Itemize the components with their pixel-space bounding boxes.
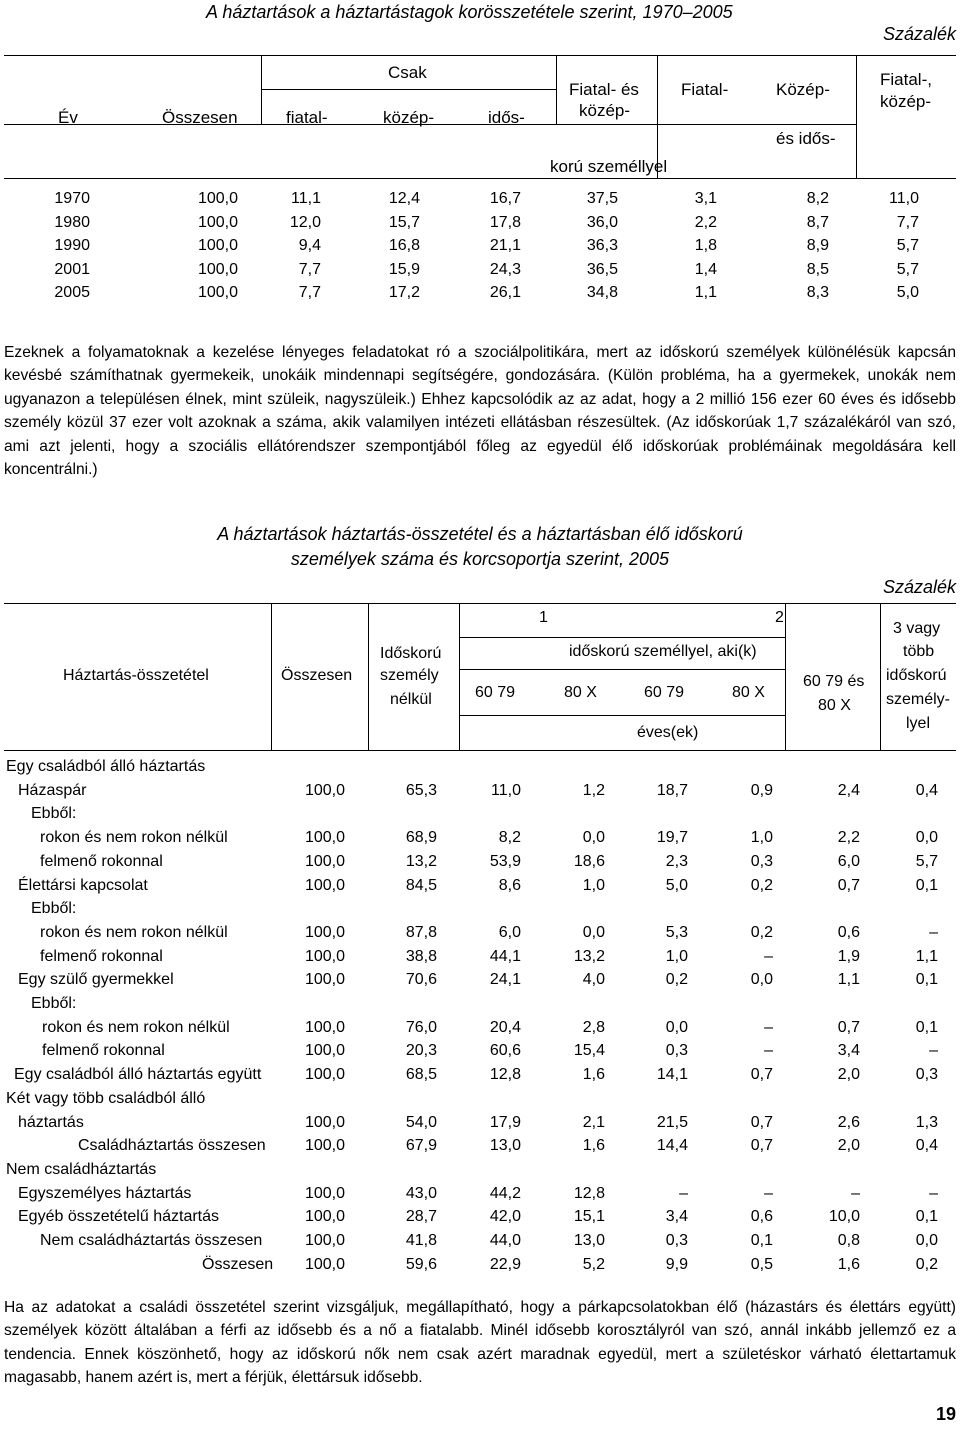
paragraph-1: Ezeknek a folyamatoknak a kezelése lényeges feladatokat ró a szociálpolitikára, mert az időskorú személyek különélésük kapcsán kevésbé számíthatnak gyermekeik, unokáik mindennapi segítségére, gondozására. (Külön probléma, ha a gyermekek, unokák nem ugyanazon a településen élnek, mint szüleik, nagyszüleik.) Ehhez kapcsolódik az az adat, hogy a 2 millió 156 ezer 60 éves és idősebb személy közül 37 ezer volt azoknak a száma, akik valamilyen intézeti ellátásban részesültek. (Az időskorúak 1,7 százalékáról van szó, ami azt jelenti, hogy a szociális ellátórendszer szempontjából főleg az egyedül élő időskorúak problémáinak megoldására kell koncentrálni.) [4, 344, 956, 479]
value-cell: 13,0 [489, 1137, 521, 1155]
row-label: felmenő rokonnal [40, 947, 163, 965]
value-cell: 100,0 [197, 237, 238, 255]
row-label: Nem családháztartás összesen [40, 1232, 263, 1249]
value-cell: 7,7 [298, 284, 321, 302]
value-cell: 1,1 [915, 947, 938, 965]
value-cell: 100,0 [304, 1208, 345, 1226]
header-60-79-es-2: 80 X [818, 697, 851, 714]
value-cell: 18,6 [573, 852, 605, 870]
value-cell: 1,6 [582, 1137, 605, 1155]
value-cell: 0,2 [750, 923, 773, 941]
value-cell: 26,1 [489, 284, 521, 302]
value-cell: 1,6 [837, 1255, 860, 1273]
value-cell: – [851, 1184, 860, 1202]
row-label: Családháztartás összesen [78, 1137, 266, 1155]
value-cell: 0,1 [915, 1208, 938, 1226]
value-cell: 24,1 [489, 971, 521, 989]
header-fiatal-es-kozep: Fiatal- és [569, 80, 639, 99]
value-cell: 16,8 [388, 237, 420, 255]
value-cell: 0,7 [837, 1018, 860, 1036]
table2-rule [459, 715, 785, 716]
header-csak: Csak [388, 63, 427, 82]
value-cell: 44,0 [489, 1232, 521, 1249]
value-cell: 8,9 [806, 237, 829, 255]
value-cell: 11,0 [491, 781, 521, 799]
value-cell: 2,0 [837, 1066, 860, 1084]
value-cell: 0,7 [837, 876, 860, 894]
value-cell: 13,2 [573, 947, 605, 965]
value-cell: 1,6 [582, 1066, 605, 1084]
value-cell: 2,2 [694, 213, 717, 231]
row-label: Két vagy több családból álló [6, 1089, 206, 1107]
value-cell: 0,6 [837, 923, 860, 941]
row-label: Házaspár [18, 781, 87, 799]
value-cell: 18,7 [656, 781, 688, 799]
table2-title-line1: A háztartások háztartás-összetétel és a háztartásban élő időskorú [217, 524, 743, 544]
value-cell: 100,0 [304, 947, 345, 965]
header-fiatal2: Fiatal- [681, 80, 729, 99]
value-cell: 0,3 [665, 1232, 688, 1249]
value-cell: 1,0 [750, 829, 773, 847]
value-cell: 12,8 [573, 1184, 605, 1202]
table1-unit: Százalék [882, 24, 956, 44]
value-cell: 19,7 [656, 829, 688, 847]
value-cell: 42,0 [489, 1208, 521, 1226]
value-cell: 100,0 [197, 213, 238, 231]
value-cell: 43,0 [405, 1184, 437, 1202]
value-cell: 16,7 [489, 190, 521, 207]
value-cell: 100,0 [304, 1042, 345, 1060]
value-cell: 0,1 [915, 971, 938, 989]
row-label: felmenő rokonnal [40, 852, 163, 870]
header-fiatal-es-kozep-2: közép- [579, 101, 631, 120]
value-cell: 5,0 [665, 876, 688, 894]
header-60-79-a: 60 79 [475, 684, 516, 701]
value-cell: 100,0 [304, 1255, 345, 1273]
value-cell: 34,8 [586, 284, 618, 302]
value-cell: 0,9 [750, 781, 773, 799]
header-harom-1: 3 vagy [893, 620, 941, 637]
value-cell: 0,3 [665, 1042, 688, 1060]
value-cell: 100,0 [304, 1066, 345, 1084]
value-cell: 8,3 [806, 284, 829, 302]
value-cell: 100,0 [304, 1137, 345, 1155]
value-cell: 0,3 [915, 1066, 938, 1084]
value-cell: 60,6 [489, 1042, 521, 1060]
table2-title-line2: személyek száma és korcsoportja szerint, 2005 [290, 549, 670, 569]
value-cell: 59,6 [405, 1255, 437, 1273]
header-harom-2: több [903, 643, 935, 660]
header-es-idos: és idős- [776, 129, 836, 148]
value-cell: 8,5 [806, 260, 829, 278]
value-cell: 100,0 [304, 1018, 345, 1036]
value-cell: 17,2 [388, 284, 420, 302]
value-cell: 2,6 [837, 1113, 860, 1131]
table2-divider [368, 603, 369, 750]
value-cell: 21,1 [489, 237, 521, 255]
value-cell: 1,4 [694, 260, 717, 278]
value-cell: 0,0 [582, 923, 605, 941]
header-ev: Év [58, 108, 78, 127]
value-cell: 100,0 [304, 1232, 345, 1249]
header-60-79-es: 60 79 és [803, 673, 865, 690]
header-kozep2: Közép- [776, 80, 830, 99]
value-cell: 100,0 [304, 781, 345, 799]
value-cell: 53,9 [489, 852, 521, 870]
value-cell: 10,0 [828, 1208, 860, 1226]
value-cell: 5,7 [915, 852, 938, 870]
value-cell: 14,1 [656, 1066, 688, 1084]
value-cell: – [764, 947, 773, 965]
value-cell: 5,3 [665, 923, 688, 941]
value-cell: – [764, 1018, 773, 1036]
table1-header-rule [4, 178, 956, 179]
value-cell: 100,0 [304, 923, 345, 941]
row-label: háztartás [18, 1113, 84, 1131]
value-cell: 0,5 [750, 1255, 773, 1273]
value-cell: 44,1 [489, 947, 521, 965]
row-label: Egy szülő gyermekkel [18, 971, 174, 989]
value-cell: 0,0 [750, 971, 773, 989]
table1-title: A háztartások a háztartástagok korösszetétele szerint, 1970–2005 [206, 2, 733, 22]
value-cell: 38,8 [405, 947, 437, 965]
value-cell: 0,7 [750, 1137, 773, 1155]
value-cell: 9,9 [665, 1255, 688, 1273]
value-cell: 17,9 [489, 1113, 521, 1131]
header-60-79-b: 60 79 [644, 684, 685, 701]
value-cell: 7,7 [298, 260, 321, 278]
value-cell: 2,0 [837, 1137, 860, 1155]
header-kozep: közép- [383, 108, 435, 127]
row-label: Egy családból álló háztartás együtt [14, 1066, 262, 1084]
table2-divider [459, 603, 460, 750]
value-cell: 0,4 [915, 781, 938, 799]
value-cell: 0,1 [915, 1018, 938, 1036]
row-label: Élettársi kapcsolat [18, 876, 148, 894]
value-cell: 8,2 [806, 190, 829, 207]
value-cell: 3,1 [694, 190, 717, 207]
table1-top-rule [4, 55, 956, 56]
header-idoskoru-3: nélkül [390, 691, 432, 708]
table2-divider [271, 603, 272, 750]
value-cell: 3,4 [665, 1208, 688, 1226]
value-cell: 28,7 [405, 1208, 437, 1226]
header-one: 1 [539, 609, 548, 626]
table1-rule [261, 89, 556, 90]
value-cell: 0,1 [750, 1232, 773, 1249]
row-label: rokon és nem rokon nélkül [40, 923, 228, 941]
value-cell: 0,0 [915, 829, 938, 847]
value-cell: 4,0 [582, 971, 605, 989]
value-cell: 8,6 [498, 876, 521, 894]
value-cell: 0,2 [665, 971, 688, 989]
value-cell: 9,4 [298, 237, 321, 255]
value-cell: 1,0 [582, 876, 605, 894]
value-cell: 100,0 [304, 971, 345, 989]
row-label: Nem családháztartás [6, 1160, 157, 1178]
table2-rule [459, 637, 785, 638]
value-cell: – [679, 1184, 688, 1202]
value-cell: 11,1 [291, 190, 321, 207]
value-cell: 0,2 [915, 1255, 938, 1273]
header-harom-3: időskorú [886, 667, 947, 684]
value-cell: 1,1 [837, 971, 860, 989]
value-cell: – [764, 1184, 773, 1202]
value-cell: 0,4 [915, 1137, 938, 1155]
value-cell: 54,0 [405, 1113, 437, 1131]
value-cell: 100,0 [304, 829, 345, 847]
value-cell: 100,0 [197, 190, 238, 207]
header-80-x-a: 80 X [564, 684, 597, 701]
table2-divider [785, 603, 786, 750]
value-cell: 0,7 [750, 1066, 773, 1084]
row-label: Ebből: [31, 900, 77, 918]
value-cell: – [929, 1184, 938, 1202]
value-cell: 0,3 [750, 852, 773, 870]
value-cell: 15,1 [573, 1208, 605, 1226]
header-osszesen: Összesen [162, 108, 238, 127]
value-cell: 5,7 [896, 260, 919, 278]
year-cell: 2005 [54, 284, 90, 302]
value-cell: 15,9 [388, 260, 420, 278]
value-cell: 5,0 [896, 284, 919, 302]
paragraph-2: Ha az adatokat a családi összetétel szerint vizsgáljuk, megállapítható, hogy a párkapcsolatokban élő (házastárs és élettárs együtt) személyek között általában a férfi az idősebb és a nő a fiatalabb. Minél idősebb korosztályról van szó, annál inkább jellemző ez a tendencia. Ennek köszönhető, hogy az időskorú nők nem csak azért maradnak egyedül, mert a születéskor várható élettartamuk magasabb, hanem azért is, mert a férjük, élettársuk idősebb. [4, 1299, 956, 1387]
value-cell: 36,0 [586, 213, 618, 231]
value-cell: 36,5 [586, 260, 618, 278]
value-cell: 0,0 [665, 1018, 688, 1036]
table2-header-rule [4, 750, 956, 751]
value-cell: 15,7 [388, 213, 420, 231]
value-cell: 24,3 [489, 260, 521, 278]
value-cell: 5,2 [582, 1255, 605, 1273]
value-cell: 2,8 [582, 1018, 605, 1036]
value-cell: 0,2 [750, 876, 773, 894]
value-cell: 1,3 [915, 1113, 938, 1131]
header-idoskoru-szemellyel: időskorú személlyel, aki(k) [569, 643, 757, 660]
value-cell: 100,0 [304, 876, 345, 894]
table2-top-rule [4, 603, 956, 604]
value-cell: 100,0 [197, 284, 238, 302]
value-cell: 1,1 [694, 284, 717, 302]
value-cell: 2,3 [665, 852, 688, 870]
table2-rule [459, 669, 785, 670]
value-cell: 41,8 [405, 1232, 437, 1249]
header-fiatal-kozep: Fiatal-, [880, 70, 932, 89]
value-cell: 44,2 [489, 1184, 521, 1202]
year-cell: 1970 [54, 190, 90, 207]
value-cell: 13,0 [573, 1232, 605, 1249]
value-cell: 3,4 [837, 1042, 860, 1060]
header-two: 2 [775, 609, 784, 626]
value-cell: 1,0 [665, 947, 688, 965]
header-fiatal: fiatal- [286, 108, 328, 127]
value-cell: 68,5 [405, 1066, 437, 1084]
value-cell: 5,7 [896, 237, 919, 255]
header-idoskoru-1: Időskorú [380, 645, 442, 662]
value-cell: 7,7 [896, 213, 919, 231]
value-cell: 6,0 [837, 852, 860, 870]
year-cell: 1980 [54, 213, 90, 231]
value-cell: 100,0 [197, 260, 238, 278]
value-cell: 0,0 [915, 1232, 938, 1249]
value-cell: 68,9 [405, 829, 437, 847]
value-cell: – [929, 1042, 938, 1060]
value-cell: 11,0 [889, 190, 919, 207]
value-cell: 6,0 [498, 923, 521, 941]
value-cell: 36,3 [586, 237, 618, 255]
row-label: rokon és nem rokon nélkül [42, 1018, 230, 1036]
header-harom-4: személy- [886, 691, 951, 708]
year-cell: 2001 [54, 260, 90, 278]
header-harom-5: lyel [906, 715, 931, 732]
value-cell: 2,2 [837, 829, 860, 847]
row-label: felmenő rokonnal [42, 1042, 165, 1060]
value-cell: 17,8 [489, 213, 521, 231]
value-cell: 0,7 [750, 1113, 773, 1131]
header-idos: idős- [488, 108, 525, 127]
header-80-x-b: 80 X [732, 684, 765, 701]
value-cell: 2,1 [582, 1113, 605, 1131]
header-eves: éves(ek) [637, 724, 699, 741]
header-koru-szemellyel: korú személlyel [550, 157, 668, 176]
value-cell: 8,2 [498, 829, 521, 847]
value-cell: 70,6 [405, 971, 437, 989]
value-cell: 13,2 [405, 852, 437, 870]
value-cell: 20,3 [405, 1042, 437, 1060]
value-cell: – [764, 1042, 773, 1060]
value-cell: 14,4 [656, 1137, 688, 1155]
table2-unit: Százalék [882, 577, 956, 597]
value-cell: 100,0 [304, 852, 345, 870]
value-cell: 20,4 [489, 1018, 521, 1036]
value-cell: 22,9 [489, 1255, 521, 1273]
page-number: 19 [935, 1404, 956, 1424]
value-cell: 21,5 [656, 1113, 688, 1131]
row-label: Összesen [202, 1255, 274, 1273]
table1-divider [556, 55, 557, 124]
year-cell: 1990 [54, 237, 90, 255]
value-cell: 67,9 [405, 1137, 437, 1155]
value-cell: 12,8 [489, 1066, 521, 1084]
value-cell: 65,3 [405, 781, 437, 799]
row-label: Egyszemélyes háztartás [18, 1184, 192, 1202]
value-cell: 12,0 [289, 213, 321, 231]
value-cell: – [929, 923, 938, 941]
header-fiatal-kozep-2: közép- [880, 92, 932, 111]
value-cell: 84,5 [405, 876, 437, 894]
table2-divider [880, 603, 881, 750]
value-cell: 1,2 [582, 781, 605, 799]
value-cell: 8,7 [806, 213, 829, 231]
value-cell: 2,4 [837, 781, 860, 799]
row-label: rokon és nem rokon nélkül [40, 829, 228, 847]
header-haztartas-osszetetel: Háztartás-összetétel [63, 667, 209, 684]
row-label: Egyéb összetételű háztartás [18, 1208, 220, 1226]
value-cell: 1,8 [694, 237, 717, 255]
value-cell: 100,0 [304, 1184, 345, 1202]
value-cell: 15,4 [573, 1042, 605, 1060]
value-cell: 100,0 [304, 1113, 345, 1131]
value-cell: 0,0 [582, 829, 605, 847]
header-idoskoru-2: személy [380, 667, 439, 684]
row-label: Ebből: [31, 805, 77, 823]
value-cell: 1,9 [837, 947, 860, 965]
table1-divider [856, 55, 857, 178]
header-osszesen-2: Összesen [281, 667, 353, 684]
value-cell: 0,1 [915, 876, 938, 894]
value-cell: 87,8 [405, 923, 437, 941]
value-cell: 12,4 [388, 190, 420, 207]
value-cell: 37,5 [586, 190, 618, 207]
value-cell: 0,8 [837, 1232, 860, 1249]
row-label: Egy családból álló háztartás [6, 758, 206, 775]
row-label: Ebből: [31, 995, 77, 1012]
value-cell: 76,0 [405, 1018, 437, 1036]
value-cell: 0,6 [750, 1208, 773, 1226]
